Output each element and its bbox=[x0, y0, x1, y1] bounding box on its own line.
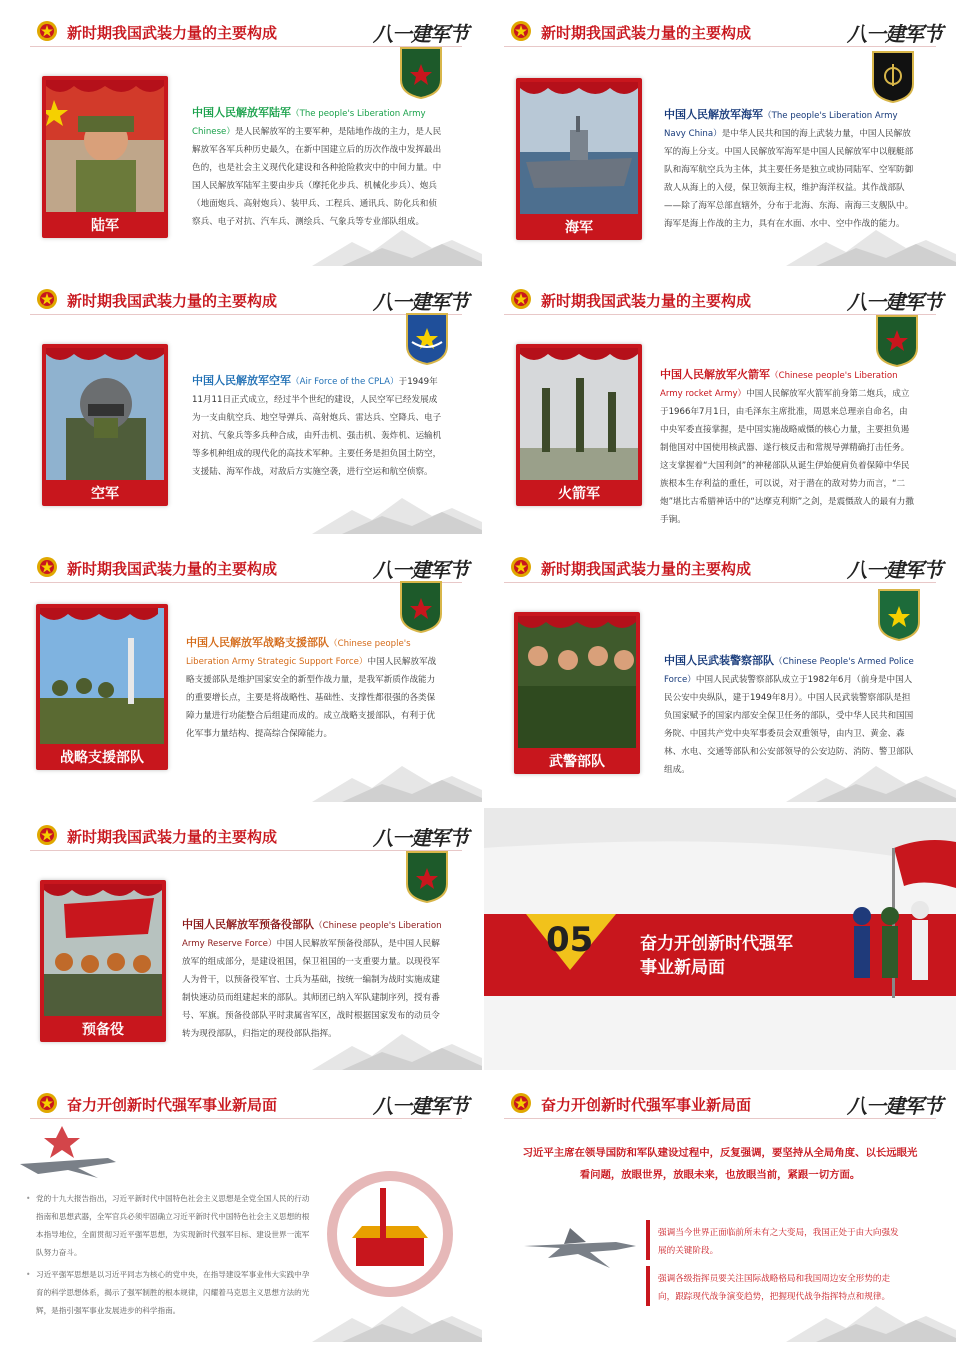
bayi-logo bbox=[373, 286, 468, 314]
reserve-photo bbox=[44, 884, 162, 1016]
photo-label: 预备役 bbox=[82, 1022, 124, 1038]
bayi-logo bbox=[373, 18, 468, 46]
slide-navy bbox=[484, 4, 956, 266]
bullet-item: • 党的十九大报告指出，习近平新时代中国特色社会主义思想是全党全国人民的行动指南和思想武器，全军官兵必须牢固确立习近平新时代中国特色社会主义思想的根本指导地位，全面贯彻习近平强军思想，为实现新时代强军目标、建设世界一流军队努力奋斗。 bbox=[26, 1190, 316, 1262]
bayi-logo bbox=[847, 554, 942, 582]
fighter-jet-icon bbox=[520, 1216, 638, 1272]
photo-label: 武警部队 bbox=[549, 754, 605, 770]
english-name: （Chinese people's Liberation Army Reserve Force） bbox=[182, 921, 442, 949]
slide-header bbox=[10, 4, 482, 46]
navy-badge-icon bbox=[870, 50, 916, 104]
slide-army bbox=[10, 4, 482, 266]
armed-police-photo bbox=[518, 616, 636, 748]
national-emblem-icon bbox=[510, 556, 532, 578]
lead-title: 中国人民解放军火箭军 bbox=[660, 368, 770, 381]
slide-title: 新时期我国武装力量的主要构成 bbox=[67, 828, 278, 846]
body-text: 中国人民解放军预备役部队，是中国人民解放军的组成部分，是建设祖国，保卫祖国的一支重要力量。以现役军人为骨干，以预备役军官、士兵为基础，按统一编制为战时实施成建制快速动员而组建起来的部队。其师团已纳入军队建制序列，授有番号、军旗。预备役部队平时隶属省军区，战时根据国家发布的动员令转为现役部队，归指定的现役部队指挥。 bbox=[182, 939, 440, 1039]
point-box: 强调各级指挥员要关注国际战略格局和我国周边安全形势的走向，跟踪现代战争演变趋势，把握现代战争指挥特点和规律。 bbox=[646, 1266, 908, 1306]
photo-card bbox=[514, 612, 640, 774]
bayi-logo bbox=[847, 286, 942, 314]
slide-title: 新时期我国武装力量的主要构成 bbox=[67, 560, 278, 578]
quote-text: 习近平主席在领导国防和军队建设过程中，反复强调，要坚持从全局角度、以长远眼光看问题，放眼世界，放眼未来，也放眼当前，紧跟一切方面。 bbox=[522, 1147, 918, 1181]
photo-label: 战略支援部队 bbox=[60, 750, 144, 766]
bayi-logo bbox=[373, 822, 468, 850]
national-emblem-icon bbox=[36, 288, 58, 310]
photo-card bbox=[42, 344, 168, 506]
bayi-logo bbox=[373, 554, 468, 582]
point-box: 强调当今世界正面临前所未有之大变局，我国正处于由大向强发展的关键阶段。 bbox=[646, 1220, 908, 1260]
english-name: （Chinese People's Armed Police Force） bbox=[664, 657, 914, 685]
lead-title: 中国人民解放军海军 bbox=[664, 108, 763, 121]
header-divider bbox=[504, 1118, 936, 1119]
photo-card bbox=[36, 604, 168, 770]
bayi-logo-text: 八一建军节 bbox=[373, 290, 468, 314]
slide-header bbox=[484, 540, 956, 582]
section-title-line2: 事业新局面 bbox=[640, 958, 725, 978]
armed-police-badge-icon bbox=[876, 588, 922, 642]
national-emblem-icon bbox=[510, 288, 532, 310]
curtain-decoration bbox=[518, 616, 636, 634]
english-name: （Air Force of the CPLA） bbox=[291, 377, 399, 387]
reserve-description bbox=[182, 916, 444, 1043]
english-name: （Chinese people's Liberation Army rocket Army） bbox=[660, 371, 898, 399]
strategic-support-photo bbox=[40, 608, 164, 744]
english-name: （The people's Liberation Army Navy China） bbox=[664, 111, 898, 139]
mountain-decoration bbox=[312, 490, 482, 534]
slide-armed-police bbox=[484, 540, 956, 802]
bayi-logo-text: 八一建军节 bbox=[847, 22, 942, 46]
bullet-item: • 习近平强军思想是以习近平同志为核心的党中央，在指导建设军事业伟大实践中孕育的科学思想体系，揭示了强军制胜的根本规律，闪耀着马克思主义思想方法的光辉，是指引强军事业发展进步的科学指南。 bbox=[26, 1266, 316, 1320]
mountain-decoration bbox=[786, 1298, 956, 1342]
national-emblem-icon bbox=[36, 1092, 58, 1114]
photo-label: 海军 bbox=[565, 220, 593, 236]
lead-title: 中国人民解放军预备役部队 bbox=[182, 918, 314, 931]
slide-title: 新时期我国武装力量的主要构成 bbox=[541, 292, 752, 310]
photo-card bbox=[516, 78, 642, 240]
curtain-decoration bbox=[520, 348, 638, 366]
body-text: 中国人民武装警察部队成立于1982年6月（前身是中国人民公安中央纵队，建于1949年8月）。中国人民武装警察部队是担负国家赋予的国家内部安全保卫任务的部队，受中华人民共和国国务院、中国共产党中央军事委员会双重领导，由内卫、黄金、森林、水电、交通等部队和公安部领导的公安边防、消防、警卫部队组成。 bbox=[664, 675, 914, 775]
slide-title: 新时期我国武装力量的主要构成 bbox=[541, 24, 752, 42]
bullet-list bbox=[26, 1190, 316, 1320]
lead-title: 中国人民解放军陆军 bbox=[192, 106, 291, 119]
lead-title: 中国人民解放军战略支援部队 bbox=[186, 636, 329, 649]
airforce-badge-icon bbox=[404, 312, 450, 366]
curtain-decoration bbox=[46, 80, 164, 98]
english-name: （The people's Liberation Army Chinese） bbox=[192, 109, 426, 137]
national-emblem-icon bbox=[36, 824, 58, 846]
slide-strategic-support bbox=[10, 540, 482, 802]
slide-rocket-force bbox=[484, 272, 956, 534]
slide-title: 奋力开创新时代强军事业新局面 bbox=[541, 1096, 752, 1114]
army-badge-icon bbox=[398, 46, 444, 100]
slide-header bbox=[484, 4, 956, 46]
body-text: 中国人民解放军战略支援部队是维护国家安全的新型作战力量，是我军新质作战能力的重要增长点，主要是将战略性、基础性、支撑性都很强的各类保障力量进行功能整合后组建而成的。成立战略支援部队，有利于优化军事力量结构、提高综合保障能力。 bbox=[186, 657, 437, 739]
photo-card bbox=[516, 344, 642, 506]
slide-title: 新时期我国武装力量的主要构成 bbox=[541, 560, 752, 578]
section-number: 05 bbox=[546, 920, 594, 960]
section-title bbox=[640, 932, 793, 980]
bayi-logo-text: 八一建军节 bbox=[373, 558, 468, 582]
header-divider bbox=[504, 46, 936, 47]
slide-title: 新时期我国武装力量的主要构成 bbox=[67, 24, 278, 42]
strategic-support-description bbox=[186, 634, 440, 743]
body-text: 是人民解放军的主要军种，是陆地作战的主力，是人民解放军各军兵种历史最久，在新中国建立后的历次作战中发挥最出色的，也是社会主义现代化建设和各种抢险救灾中的中间力量。中国人民解放军陆军主要由步兵（摩托化步兵、机械化步兵）、炮兵（地面炮兵、高射炮兵）、装甲兵、工程兵、通讯兵、防化兵和侦察兵、电子对抗、汽车兵、测绘兵、气象兵等专业部队组成。 bbox=[192, 127, 442, 227]
slide-title: 奋力开创新时代强军事业新局面 bbox=[67, 1096, 278, 1114]
photo-card bbox=[42, 76, 168, 238]
slide-header bbox=[10, 540, 482, 582]
bayi-logo bbox=[373, 1090, 468, 1118]
bayi-logo bbox=[847, 1090, 942, 1118]
slide-header bbox=[10, 808, 482, 850]
rocket-force-badge-icon bbox=[874, 314, 920, 368]
section-title-line1: 奋力开创新时代强军 bbox=[640, 934, 793, 954]
slide-header bbox=[10, 272, 482, 314]
slide-header bbox=[10, 1076, 482, 1118]
reserve-badge-icon bbox=[404, 850, 450, 904]
strategic-support-badge-icon bbox=[398, 580, 444, 634]
photo-card bbox=[40, 880, 166, 1042]
lead-title: 中国人民武装警察部队 bbox=[664, 654, 774, 667]
header-divider bbox=[504, 582, 936, 583]
bayi-logo-text: 八一建军节 bbox=[373, 22, 468, 46]
photo-label: 空军 bbox=[91, 486, 119, 502]
national-emblem-icon bbox=[510, 1092, 532, 1114]
national-emblem-icon bbox=[36, 20, 58, 42]
army-description bbox=[192, 104, 442, 231]
lead-title: 中国人民解放军空军 bbox=[192, 374, 291, 387]
slide-reserve bbox=[10, 808, 482, 1070]
curtain-decoration bbox=[46, 348, 164, 366]
body-text: 于1949年11月11日正式成立，经过半个世纪的建设，人民空军已经发展成为一支由航空兵、地空导弹兵、高射炮兵、雷达兵、空降兵、电子对抗、气象兵等多兵种合成，由歼击机、强击机、轰炸机、运输机等多机种组成的现代化的高技术军种。主要任务是担负国土防空，支援陆、海军作战，对敌后方实施空袭，进行空运和航空侦察。 bbox=[192, 377, 442, 477]
bayi-logo-text: 八一建军节 bbox=[847, 558, 942, 582]
airforce-description bbox=[192, 372, 442, 481]
slide-section-05 bbox=[484, 808, 956, 1070]
national-emblem-icon bbox=[510, 20, 532, 42]
mountain-decoration bbox=[786, 222, 956, 266]
airforce-photo bbox=[46, 348, 164, 480]
body-text: 是中华人民共和国的海上武装力量，中国人民解放军的海上分支。中国人民解放军海军是中国人民解放军中以舰艇部队和海军航空兵为主体，其主要任务是独立或协同陆军、空军防御敌人从海上的入侵，保卫领海主权，维护海洋权益。其作战部队——除了海军总部直辖外，分布于北海、东海、南海三支舰队中。海军是海上作战的主力，具有在水面、水中、空中作战的能力。 bbox=[664, 129, 914, 229]
mountain-decoration bbox=[786, 758, 956, 802]
header-divider bbox=[504, 314, 936, 315]
bayi-logo-text: 八一建军节 bbox=[847, 290, 942, 314]
slide-title: 新时期我国武装力量的主要构成 bbox=[67, 292, 278, 310]
mountain-decoration bbox=[312, 1298, 482, 1342]
tiananmen-illustration bbox=[326, 1168, 454, 1298]
header-divider bbox=[30, 850, 462, 851]
photo-label: 火箭军 bbox=[558, 486, 600, 502]
slide-header bbox=[484, 1076, 956, 1118]
mountain-decoration bbox=[312, 222, 482, 266]
bayi-logo-text: 八一建军节 bbox=[373, 826, 468, 850]
slide-airforce bbox=[10, 272, 482, 534]
photo-label: 陆军 bbox=[91, 218, 119, 234]
header-divider bbox=[30, 1118, 462, 1119]
rocket-force-photo bbox=[520, 348, 638, 480]
english-name: （Chinese people's Liberation Army Strategic Support Force） bbox=[186, 639, 411, 667]
slide-strong-army-1 bbox=[10, 1076, 482, 1342]
navy-description bbox=[664, 106, 914, 233]
curtain-decoration bbox=[40, 608, 158, 626]
bayi-logo-text: 八一建军节 bbox=[847, 1094, 942, 1118]
army-photo bbox=[46, 80, 164, 212]
national-emblem-icon bbox=[36, 556, 58, 578]
curtain-decoration bbox=[520, 82, 638, 100]
mountain-decoration bbox=[312, 1026, 482, 1070]
navy-photo bbox=[520, 82, 638, 214]
mountain-decoration bbox=[312, 758, 482, 802]
bayi-logo bbox=[847, 18, 942, 46]
slide-strong-army-2 bbox=[484, 1076, 956, 1342]
bayi-logo-text: 八一建军节 bbox=[373, 1094, 468, 1118]
fighter-jet-icon bbox=[18, 1124, 118, 1180]
curtain-decoration bbox=[44, 884, 162, 902]
slide-header bbox=[484, 272, 956, 314]
body-text: 中国人民解放军火箭军前身第二炮兵，成立于1966年7月1日，由毛泽东主席批准，周恩来总理亲自命名，由中央军委直接掌握，是中国实施战略威慑的核心力量，主要担负遏制他国对中国使用核武器、遂行核反击和常规导弹精确打击任务。这支掌握着“大国利剑”的神秘部队从诞生伊始便肩负着保障中华民族根本生存利益的重任，可以说，对于潜在的敌对势力而言，“二炮”堪比古希腊神话中的“达摩克利斯”之剑，是震慑敌人的最有力撒手锏。 bbox=[660, 389, 914, 525]
rocket-force-description bbox=[660, 366, 914, 529]
header-divider bbox=[30, 314, 462, 315]
